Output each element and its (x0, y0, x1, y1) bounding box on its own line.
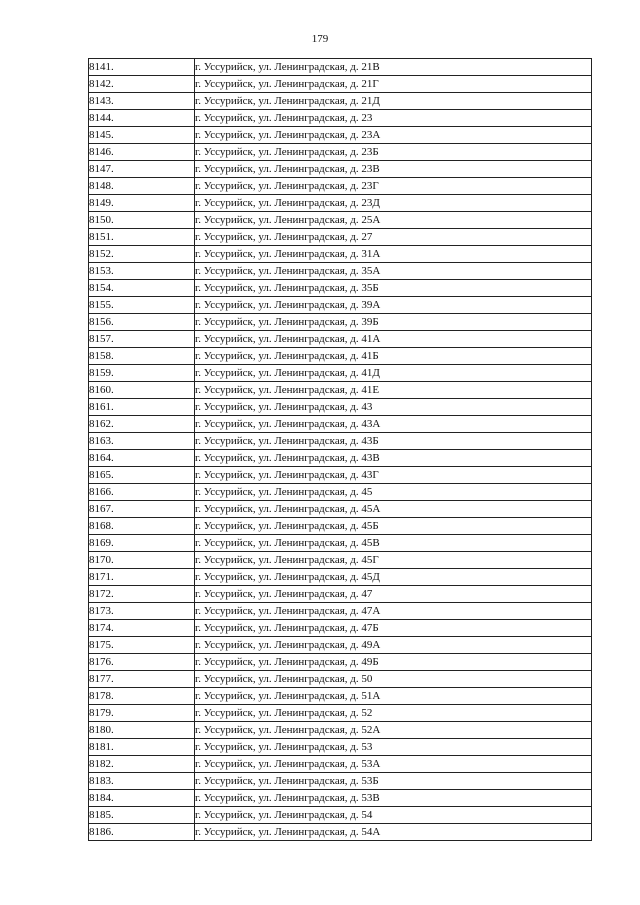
row-number: 8165. (89, 467, 195, 484)
table-row (89, 348, 592, 365)
row-number: 8170. (89, 552, 195, 569)
row-number: 8157. (89, 331, 195, 348)
table-row (89, 59, 592, 76)
row-number: 8144. (89, 110, 195, 127)
row-address: г. Уссурийск, ул. Ленинградская, д. 54 (195, 807, 592, 824)
table-row (89, 229, 592, 246)
table-row (89, 297, 592, 314)
row-address: г. Уссурийск, ул. Ленинградская, д. 50 (195, 671, 592, 688)
row-number: 8153. (89, 263, 195, 280)
row-number: 8184. (89, 790, 195, 807)
row-address: г. Уссурийск, ул. Ленинградская, д. 25А (195, 212, 592, 229)
row-number: 8175. (89, 637, 195, 654)
row-number: 8174. (89, 620, 195, 637)
row-number: 8159. (89, 365, 195, 382)
row-address: г. Уссурийск, ул. Ленинградская, д. 52 (195, 705, 592, 722)
row-number: 8148. (89, 178, 195, 195)
table-row (89, 416, 592, 433)
row-address: г. Уссурийск, ул. Ленинградская, д. 45А (195, 501, 592, 518)
row-number: 8151. (89, 229, 195, 246)
row-number: 8161. (89, 399, 195, 416)
table-row (89, 807, 592, 824)
table-row (89, 450, 592, 467)
row-number: 8158. (89, 348, 195, 365)
table-row (89, 76, 592, 93)
row-number: 8176. (89, 654, 195, 671)
table-row (89, 110, 592, 127)
row-number: 8178. (89, 688, 195, 705)
row-number: 8182. (89, 756, 195, 773)
table-row (89, 552, 592, 569)
table-row (89, 263, 592, 280)
row-address: г. Уссурийск, ул. Ленинградская, д. 45Д (195, 569, 592, 586)
row-address: г. Уссурийск, ул. Ленинградская, д. 23Г (195, 178, 592, 195)
row-number: 8160. (89, 382, 195, 399)
row-address: г. Уссурийск, ул. Ленинградская, д. 41Д (195, 365, 592, 382)
table-row (89, 688, 592, 705)
row-number: 8156. (89, 314, 195, 331)
table-row (89, 212, 592, 229)
row-number: 8141. (89, 59, 195, 76)
row-number: 8142. (89, 76, 195, 93)
row-address: г. Уссурийск, ул. Ленинградская, д. 43В (195, 450, 592, 467)
address-table (88, 58, 592, 841)
row-address: г. Уссурийск, ул. Ленинградская, д. 43Б (195, 433, 592, 450)
row-address: г. Уссурийск, ул. Ленинградская, д. 49А (195, 637, 592, 654)
table-row (89, 569, 592, 586)
row-address: г. Уссурийск, ул. Ленинградская, д. 47Б (195, 620, 592, 637)
row-address: г. Уссурийск, ул. Ленинградская, д. 21В (195, 59, 592, 76)
row-address: г. Уссурийск, ул. Ленинградская, д. 47А (195, 603, 592, 620)
table-row (89, 501, 592, 518)
table-row (89, 314, 592, 331)
table-row (89, 382, 592, 399)
row-number: 8162. (89, 416, 195, 433)
row-number: 8185. (89, 807, 195, 824)
table-row (89, 603, 592, 620)
row-number: 8177. (89, 671, 195, 688)
row-number: 8143. (89, 93, 195, 110)
row-address: г. Уссурийск, ул. Ленинградская, д. 35А (195, 263, 592, 280)
row-number: 8181. (89, 739, 195, 756)
table-row (89, 467, 592, 484)
table-row (89, 433, 592, 450)
table-row (89, 620, 592, 637)
table-row (89, 824, 592, 841)
table-row (89, 705, 592, 722)
table-row (89, 331, 592, 348)
row-address: г. Уссурийск, ул. Ленинградская, д. 39Б (195, 314, 592, 331)
row-number: 8163. (89, 433, 195, 450)
table-row (89, 518, 592, 535)
table-row (89, 756, 592, 773)
row-address: г. Уссурийск, ул. Ленинградская, д. 49Б (195, 654, 592, 671)
table-row (89, 161, 592, 178)
row-number: 8145. (89, 127, 195, 144)
table-row (89, 739, 592, 756)
row-address: г. Уссурийск, ул. Ленинградская, д. 52А (195, 722, 592, 739)
row-address: г. Уссурийск, ул. Ленинградская, д. 53Б (195, 773, 592, 790)
row-number: 8146. (89, 144, 195, 161)
row-number: 8179. (89, 705, 195, 722)
table-row (89, 365, 592, 382)
table-row (89, 246, 592, 263)
row-address: г. Уссурийск, ул. Ленинградская, д. 53 (195, 739, 592, 756)
row-address: г. Уссурийск, ул. Ленинградская, д. 43 (195, 399, 592, 416)
page-number: 179 (311, 33, 329, 45)
row-number: 8147. (89, 161, 195, 178)
row-number: 8152. (89, 246, 195, 263)
table-row (89, 586, 592, 603)
row-address: г. Уссурийск, ул. Ленинградская, д. 23Д (195, 195, 592, 212)
row-number: 8169. (89, 535, 195, 552)
row-address: г. Уссурийск, ул. Ленинградская, д. 21Г (195, 76, 592, 93)
row-number: 8172. (89, 586, 195, 603)
row-number: 8171. (89, 569, 195, 586)
row-number: 8154. (89, 280, 195, 297)
row-number: 8173. (89, 603, 195, 620)
row-address: г. Уссурийск, ул. Ленинградская, д. 23А (195, 127, 592, 144)
row-address: г. Уссурийск, ул. Ленинградская, д. 51А (195, 688, 592, 705)
table-row (89, 773, 592, 790)
row-address: г. Уссурийск, ул. Ленинградская, д. 43Г (195, 467, 592, 484)
row-address: г. Уссурийск, ул. Ленинградская, д. 45Б (195, 518, 592, 535)
row-address: г. Уссурийск, ул. Ленинградская, д. 23В (195, 161, 592, 178)
table-row (89, 637, 592, 654)
row-number: 8167. (89, 501, 195, 518)
table-row (89, 654, 592, 671)
table-row (89, 280, 592, 297)
table-row (89, 722, 592, 739)
row-address: г. Уссурийск, ул. Ленинградская, д. 21Д (195, 93, 592, 110)
row-address: г. Уссурийск, ул. Ленинградская, д. 23Б (195, 144, 592, 161)
row-address: г. Уссурийск, ул. Ленинградская, д. 43А (195, 416, 592, 433)
row-address: г. Уссурийск, ул. Ленинградская, д. 45Г (195, 552, 592, 569)
address-table-body (89, 59, 592, 841)
row-number: 8166. (89, 484, 195, 501)
table-row (89, 144, 592, 161)
row-address: г. Уссурийск, ул. Ленинградская, д. 31А (195, 246, 592, 263)
row-address: г. Уссурийск, ул. Ленинградская, д. 23 (195, 110, 592, 127)
row-address: г. Уссурийск, ул. Ленинградская, д. 47 (195, 586, 592, 603)
row-number: 8149. (89, 195, 195, 212)
table-row (89, 671, 592, 688)
row-number: 8180. (89, 722, 195, 739)
row-number: 8168. (89, 518, 195, 535)
row-address: г. Уссурийск, ул. Ленинградская, д. 41Б (195, 348, 592, 365)
row-address: г. Уссурийск, ул. Ленинградская, д. 45 (195, 484, 592, 501)
row-address: г. Уссурийск, ул. Ленинградская, д. 41А (195, 331, 592, 348)
row-address: г. Уссурийск, ул. Ленинградская, д. 39А (195, 297, 592, 314)
table-row (89, 127, 592, 144)
table-row (89, 484, 592, 501)
row-address: г. Уссурийск, ул. Ленинградская, д. 53В (195, 790, 592, 807)
row-address: г. Уссурийск, ул. Ленинградская, д. 41Е (195, 382, 592, 399)
row-number: 8186. (89, 824, 195, 841)
table-row (89, 93, 592, 110)
row-address: г. Уссурийск, ул. Ленинградская, д. 27 (195, 229, 592, 246)
table-row (89, 195, 592, 212)
row-address: г. Уссурийск, ул. Ленинградская, д. 54А (195, 824, 592, 841)
row-address: г. Уссурийск, ул. Ленинградская, д. 35Б (195, 280, 592, 297)
row-address: г. Уссурийск, ул. Ленинградская, д. 45В (195, 535, 592, 552)
table-row (89, 535, 592, 552)
row-address: г. Уссурийск, ул. Ленинградская, д. 53А (195, 756, 592, 773)
row-number: 8183. (89, 773, 195, 790)
row-number: 8164. (89, 450, 195, 467)
table-row (89, 399, 592, 416)
table-row (89, 790, 592, 807)
table-row (89, 178, 592, 195)
row-number: 8155. (89, 297, 195, 314)
row-number: 8150. (89, 212, 195, 229)
